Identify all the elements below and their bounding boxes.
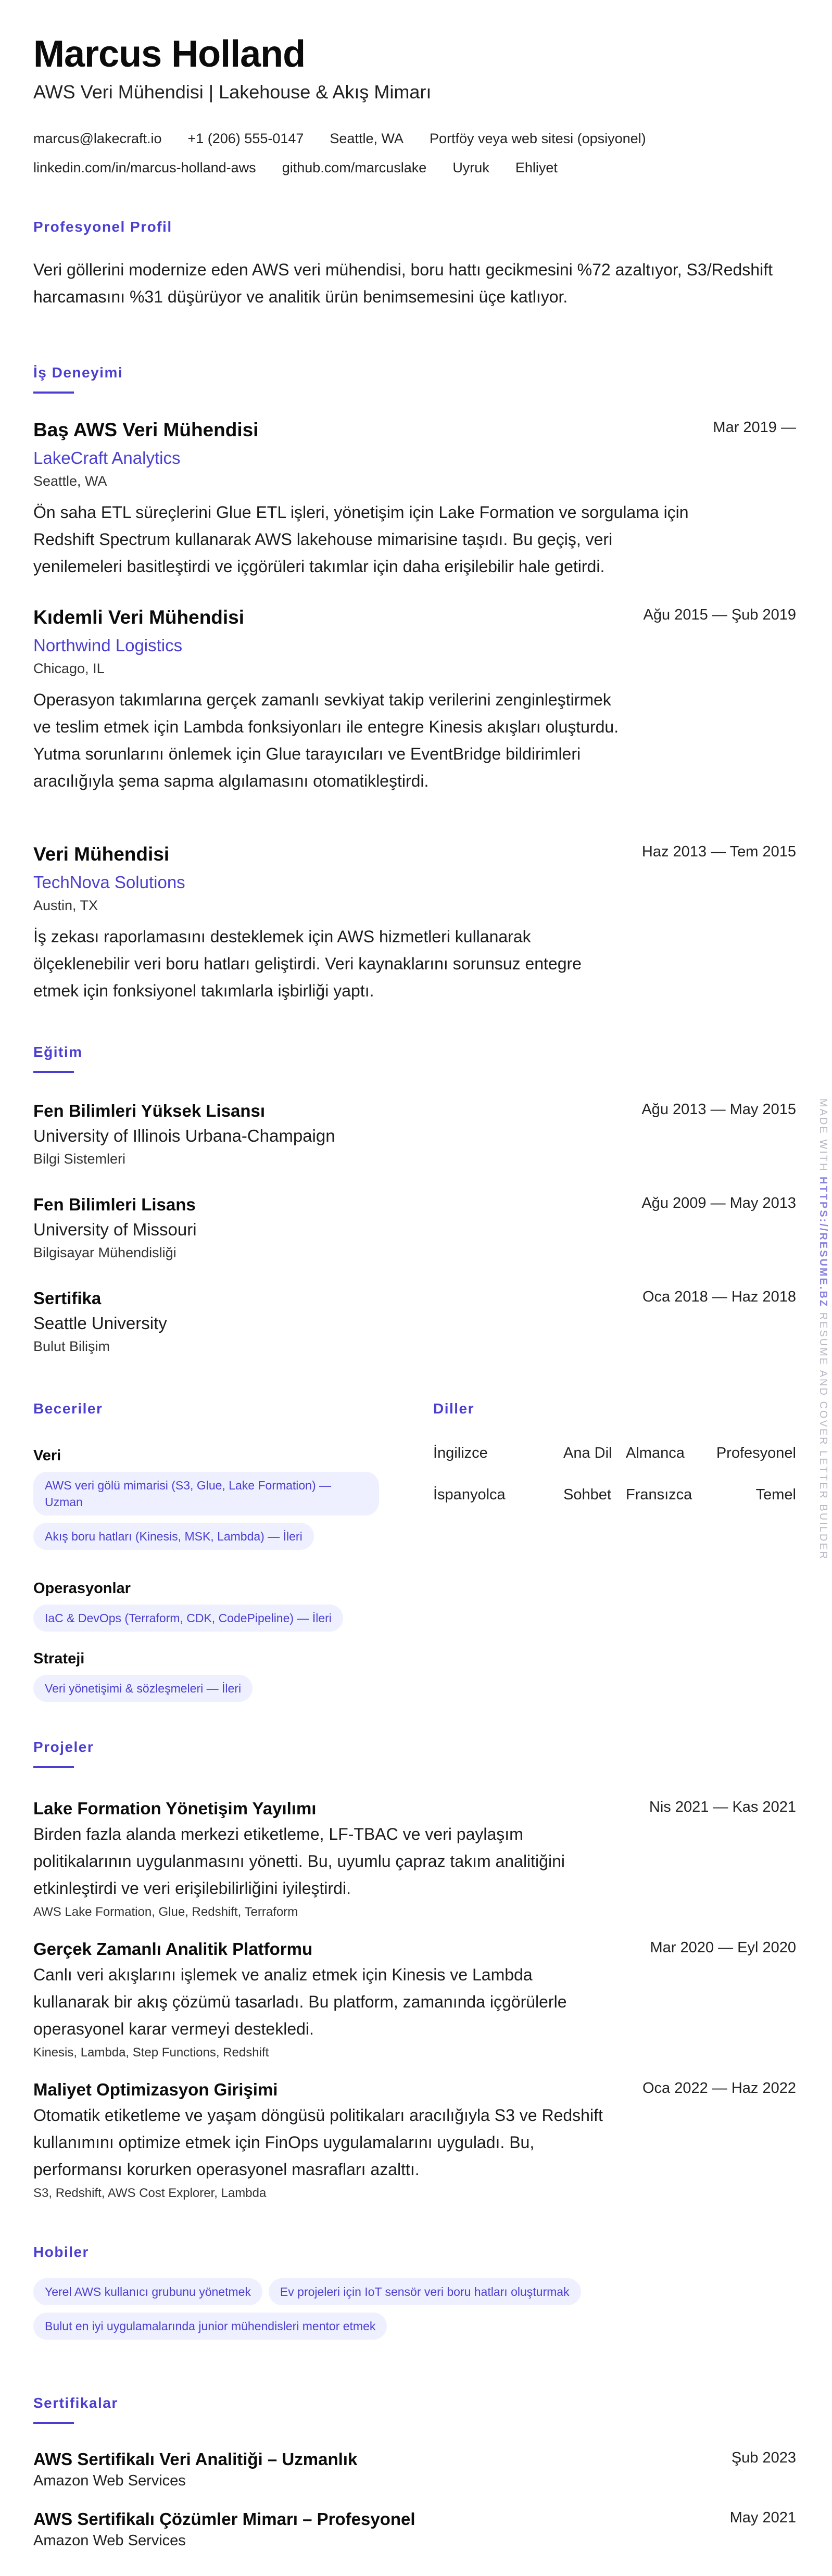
language-name: İngilizce [433, 1445, 488, 1461]
project-description: Otomatik etiketleme ve yaşam döngüsü politikaları aracılığıyla S3 ve Redshift kullanımını optimize etmek için FinOps uygulamalarını uyguladı. Bu, performansı korurken operasyonel masrafları azalttı. [33, 2106, 603, 2179]
job-date: Mar 2019 — [713, 419, 796, 436]
edu-school: University of Missouri [33, 1220, 197, 1239]
education-item [33, 1289, 796, 1355]
hobby-chip: Yerel AWS kullanıcı grubunu yönetmek [33, 2278, 262, 2305]
section-title-education: Eğitim [33, 1044, 83, 1060]
made-with-sidebar [817, 1098, 832, 1619]
job-title: Baş AWS Veri Mühendisi [33, 419, 259, 440]
job-date: Haz 2013 — Tem 2015 [641, 843, 796, 860]
education-section [33, 1044, 796, 1073]
contact-license: Ehliyet [515, 160, 558, 175]
certificate-item [33, 2449, 796, 2490]
certificates-section [33, 2395, 796, 2424]
job-company[interactable]: TechNova Solutions [33, 873, 185, 892]
project-item [33, 2080, 796, 2201]
skill-chip: Akış boru hatları (Kinesis, MSK, Lambda) — İleri [33, 1523, 314, 1550]
section-title-languages: Diller [433, 1400, 475, 1417]
contact-block [33, 124, 796, 182]
job-location: Austin, TX [33, 898, 98, 913]
project-title: Maliyet Optimizasyon Girişimi [33, 2080, 278, 2099]
project-item [33, 1939, 796, 2060]
profile-summary: Veri göllerini modernize eden AWS veri mühendisi, boru hattı gecikmesini %72 azaltıyor, S3/Redshift harcamasını %31 düşürüyor ve analitik ürün benimsemesini üçe katlıyor. [33, 260, 773, 306]
edu-field: Bulut Bilişim [33, 1338, 110, 1354]
certificate-title: AWS Sertifikalı Veri Analitiği – Uzmanlık [33, 2449, 358, 2469]
job-description: İş zekası raporlamasını desteklemek için AWS hizmetleri kullanarak ölçeklenebilir veri boru hatları geliştirdi. Veri kaynaklarını sorunsuz entegre etmek için fonksiyonel takımlarla işbirliği yaptı. [33, 927, 582, 1000]
education-item [33, 1101, 796, 1167]
project-date: Nis 2021 — Kas 2021 [649, 1799, 796, 1815]
project-description: Birden fazla alanda merkezi etiketleme, LF-TBAC ve veri paylaşım politikalarının uygulanmasını yönetti. Bu, uyumlu çapraz takım analitiğini etkinleştirdi ve veri erişilebilirliğini iyileştirdi. [33, 1825, 565, 1898]
language-name: Fransızca [626, 1486, 692, 1503]
skills-section [33, 1400, 398, 1417]
section-rule [33, 1071, 74, 1073]
job-title: Veri Mühendisi [33, 843, 170, 865]
job-date: Ağu 2015 — Şub 2019 [643, 607, 796, 623]
project-date: Mar 2020 — Eyl 2020 [650, 1939, 796, 1956]
language-level: Ana Dil [563, 1445, 612, 1461]
made-with-prefix: MADE WITH [817, 1098, 829, 1172]
job-company[interactable]: LakeCraft Analytics [33, 448, 181, 468]
skill-group [33, 1650, 408, 1702]
skill-chip: IaC & DevOps (Terraform, CDK, CodePipeline) — İleri [33, 1605, 343, 1632]
language-name: Almanca [626, 1445, 685, 1461]
profile-section [33, 219, 796, 310]
skill-group [33, 1447, 408, 1550]
contact-email[interactable]: marcus@lakecraft.io [33, 131, 162, 146]
contact-phone[interactable]: +1 (206) 555-0147 [187, 131, 304, 146]
skill-group [33, 1580, 408, 1632]
edu-degree: Fen Bilimleri Yüksek Lisansı [33, 1101, 266, 1120]
section-title-hobbies: Hobiler [33, 2244, 89, 2260]
contact-location: Seattle, WA [330, 131, 404, 146]
job-title: Kıdemli Veri Mühendisi [33, 607, 245, 628]
resume-page [33, 31, 796, 2549]
job-description: Operasyon takımlarına gerçek zamanlı sevkiyat takip verilerini zenginleştirmek ve teslim etmek için Lambda fonksiyonları ile entegre Kinesis akışları oluşturdu. Yutma sorunlarını önlemek için Glue tarayıcıları ve EventBridge bildirimleri aracılığıyla şema sapma algılamasını otomatikleştirdi. [33, 690, 619, 790]
section-title-experience: İş Deneyimi [33, 364, 123, 381]
made-with-text [817, 1098, 829, 1560]
certificate-date: May 2021 [729, 2509, 796, 2526]
skill-chip: Veri yönetişimi & sözleşmeleri — İleri [33, 1675, 253, 1702]
projects-section [33, 1739, 796, 1768]
candidate-name: Marcus Holland [33, 33, 306, 75]
section-title-skills: Beceriler [33, 1400, 103, 1417]
project-tech: AWS Lake Formation, Glue, Redshift, Terraform [33, 1905, 298, 1919]
section-rule [33, 392, 74, 394]
language-name: İspanyolca [433, 1486, 506, 1503]
contact-github[interactable]: github.com/marcuslake [282, 160, 427, 175]
section-rule [33, 1766, 74, 1768]
project-description: Canlı veri akışlarını işlemek ve analiz etmek için Kinesis ve Lambda kullanarak bir akış çözümü tasarladı. Bu platform, zamanında içgörülerle operasyonel karar vermeyi destekledi. [33, 1965, 567, 2038]
section-title-projects: Projeler [33, 1739, 94, 1755]
certificate-issuer: Amazon Web Services [33, 2532, 186, 2549]
edu-field: Bilgi Sistemleri [33, 1151, 126, 1167]
skill-group-title: Veri [33, 1447, 61, 1464]
project-title: Lake Formation Yönetişim Yayılımı [33, 1799, 317, 1818]
certificate-issuer: Amazon Web Services [33, 2472, 186, 2489]
language-level: Sohbet [563, 1486, 611, 1503]
edu-degree: Sertifika [33, 1289, 102, 1308]
made-with-suffix: RESUME AND COVER LETTER BUILDER [817, 1312, 829, 1561]
project-title: Gerçek Zamanlı Analitik Platformu [33, 1939, 313, 1959]
job-company[interactable]: Northwind Logistics [33, 636, 183, 655]
contact-website[interactable]: Portföy veya web sitesi (opsiyonel) [429, 131, 646, 146]
experience-item [33, 419, 796, 580]
hobby-chip: Bulut en iyi uygulamalarında junior mühendisleri mentor etmek [33, 2313, 387, 2340]
language-level: Profesyonel [716, 1445, 796, 1461]
hobbies-section [33, 2244, 796, 2340]
language-level: Temel [755, 1486, 796, 1503]
experience-section [33, 364, 796, 394]
edu-date: Ağu 2013 — May 2015 [641, 1101, 796, 1118]
job-location: Seattle, WA [33, 473, 107, 489]
job-description: Ön saha ETL süreçlerini Glue ETL işleri, yönetişim için Lake Formation ve sorgulama için Redshift Spectrum kullanarak AWS lakehouse mimarisine taşıdı. Bu geçiş, veri yenilemeleri basitleştirdi ve içgörüleri takımlar için daha erişilebilir hale getirdi. [33, 503, 689, 576]
section-title-certificates: Sertifikalar [33, 2395, 118, 2411]
hobby-chip: Ev projeleri için IoT sensör veri boru hatları oluşturmak [269, 2278, 581, 2305]
skill-group-title: Strateji [33, 1650, 85, 1667]
skill-group-title: Operasyonlar [33, 1580, 131, 1597]
certificate-title: AWS Sertifikalı Çözümler Mimarı – Profesyonel [33, 2509, 415, 2529]
experience-item [33, 843, 796, 1004]
edu-degree: Fen Bilimleri Lisans [33, 1195, 196, 1214]
edu-date: Ağu 2009 — May 2013 [641, 1195, 796, 1211]
certificate-date: Şub 2023 [731, 2449, 796, 2466]
section-rule [33, 2422, 74, 2424]
project-item [33, 1799, 796, 1920]
experience-item [33, 607, 796, 794]
contact-linkedin[interactable]: linkedin.com/in/marcus-holland-aws [33, 160, 256, 175]
edu-school: University of Illinois Urbana-Champaign [33, 1126, 335, 1145]
candidate-headline: AWS Veri Mühendisi | Lakehouse & Akış Mimarı [33, 81, 432, 103]
job-location: Chicago, IL [33, 661, 105, 676]
project-tech: S3, Redshift, AWS Cost Explorer, Lambda [33, 2186, 267, 2200]
made-with-link[interactable]: HTTPS://RESUME.BZ [817, 1177, 829, 1308]
edu-date: Oca 2018 — Haz 2018 [642, 1289, 796, 1305]
edu-school: Seattle University [33, 1314, 167, 1333]
contact-nationality: Uyruk [452, 160, 489, 175]
project-date: Oca 2022 — Haz 2022 [642, 2080, 796, 2097]
education-item [33, 1195, 796, 1261]
languages-section [433, 1400, 796, 1503]
section-title-profile: Profesyonel Profil [33, 219, 172, 235]
skill-chip: AWS veri gölü mimarisi (S3, Glue, Lake Formation) — Uzman [33, 1472, 379, 1516]
certificate-item [33, 2509, 796, 2549]
project-tech: Kinesis, Lambda, Step Functions, Redshift [33, 2045, 269, 2060]
edu-field: Bilgisayar Mühendisliği [33, 1245, 177, 1260]
